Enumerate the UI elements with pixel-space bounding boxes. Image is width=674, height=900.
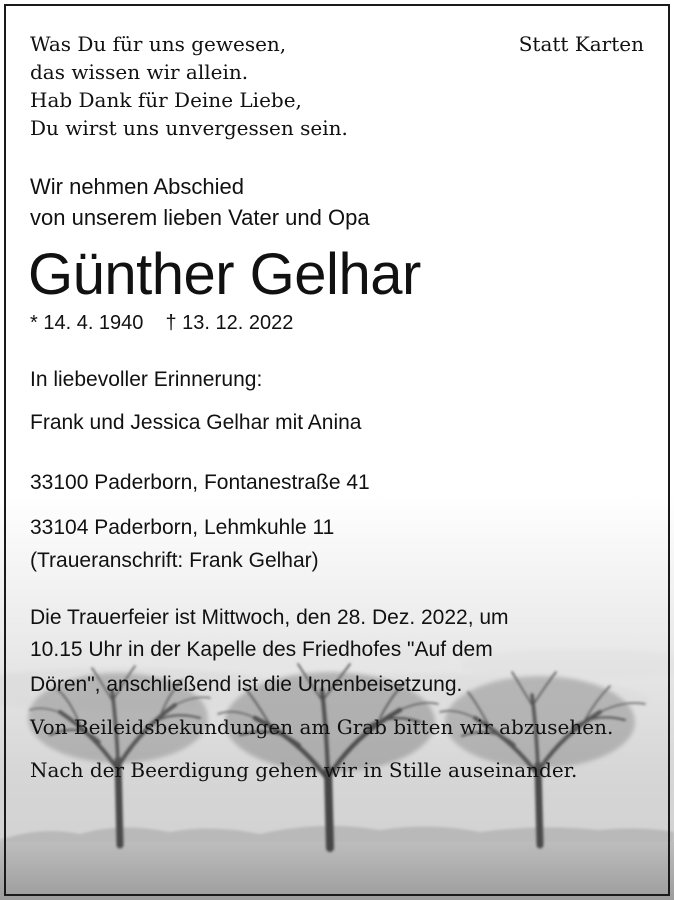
mourning-address: (Traueranschrift: Frank Gelhar) — [30, 549, 319, 572]
birth-date: * 14. 4. 1940 — [30, 312, 144, 334]
address-line: 33100 Paderborn, Fontanestraße 41 — [30, 471, 370, 494]
life-dates — [30, 309, 293, 337]
death-date: † 13. 12. 2022 — [165, 312, 294, 334]
farewell-intro — [30, 171, 370, 233]
deceased-name: Günther Gelhar — [28, 242, 421, 307]
poem-line: Du wirst uns unvergessen sein. — [30, 116, 348, 140]
poem-line: Was Du für uns gewesen, — [30, 32, 287, 56]
remembrance-heading: In liebevoller Erinnerung: — [30, 368, 263, 391]
mourners: Frank und Jessica Gelhar mit Anina — [30, 411, 362, 434]
farewell-intro-line: Wir nehmen Abschied — [30, 174, 244, 199]
ceremony-line: Die Trauerfeier ist Mittwoch, den 28. Dez. 2022, um — [30, 606, 509, 629]
ceremony-line: Dören", anschließend ist die Urnenbeisetzung. — [30, 673, 463, 696]
statt-karten-label: Statt Karten — [518, 32, 644, 56]
poem — [30, 30, 348, 142]
ceremony-line: 10.15 Uhr in der Kapelle des Friedhofes "Auf dem — [30, 638, 493, 661]
poem-line: Hab Dank für Deine Liebe, — [30, 88, 302, 112]
farewell-note: Nach der Beerdigung gehen wir in Stille auseinander. — [30, 758, 578, 782]
address-line: 33104 Paderborn, Lehmkuhle 11 — [30, 516, 335, 539]
poem-line: das wissen wir allein. — [30, 60, 249, 84]
condolences-note: Von Beileidsbekundungen am Grab bitten wir abzusehen. — [30, 715, 614, 739]
farewell-intro-line: von unserem lieben Vater und Opa — [30, 205, 370, 230]
